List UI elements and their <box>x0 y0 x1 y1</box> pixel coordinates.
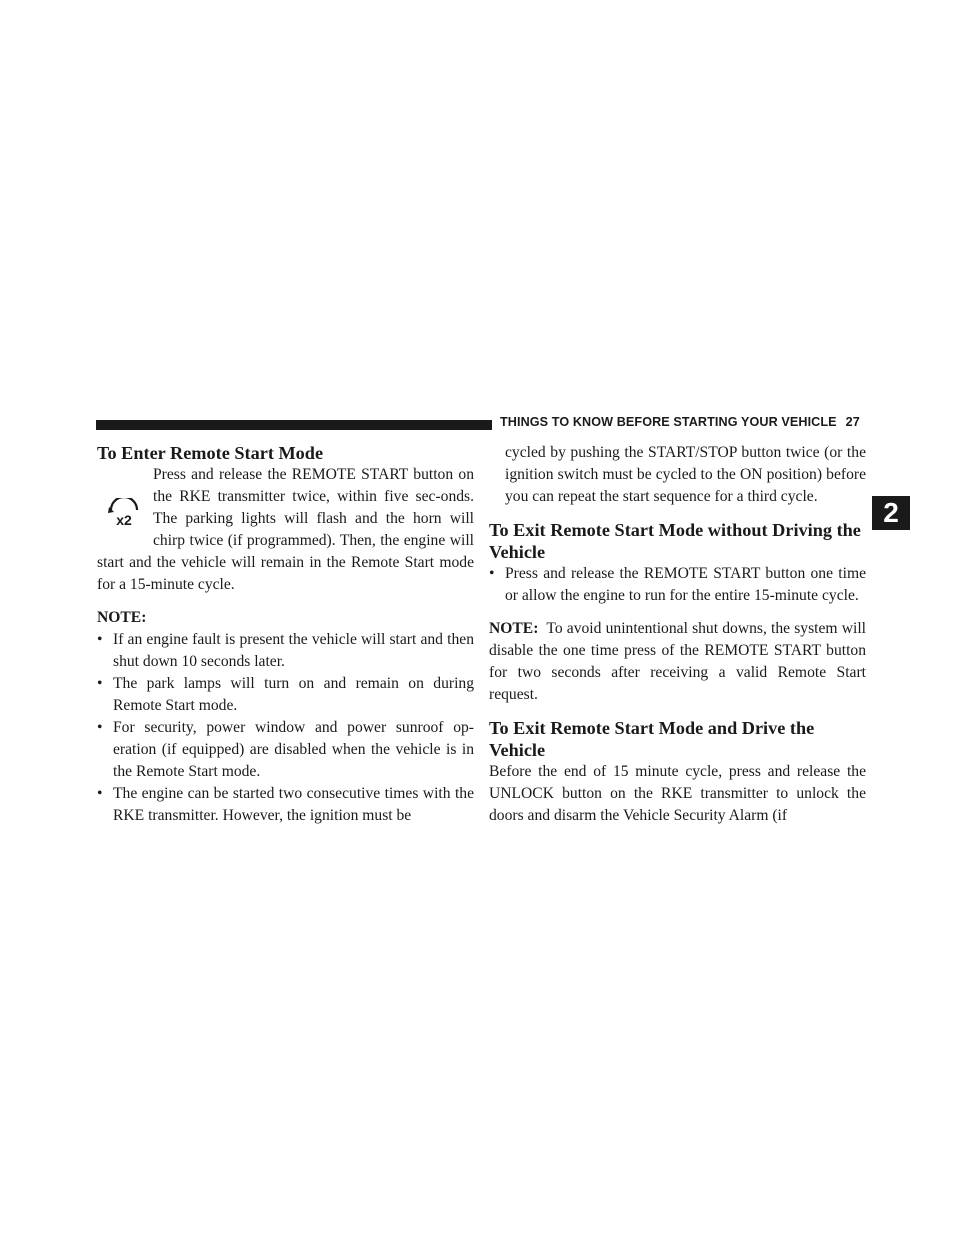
note-text: To avoid unintentional shut downs, the system will disable the one time press of the REMOTE START button for two seconds after receiving a valid Remote Start request. <box>489 620 866 703</box>
intro-paragraph-block <box>97 464 474 596</box>
bullet-dot: • <box>97 719 103 736</box>
section-title: THINGS TO KNOW BEFORE STARTING YOUR VEHICLE <box>500 415 837 429</box>
header-rule <box>96 420 492 430</box>
section-heading-exit-and-drive: To Exit Remote Start Mode and Drive the Vehicle <box>489 718 815 760</box>
note-bullet-3: • For security, power window and power sunroof op-eration (if equipped) are disabled when the vehicle is in the Remote Start mode. <box>97 719 474 780</box>
note-bullet-1: • If an engine fault is present the vehicle will start and then shut down 10 seconds later. <box>97 631 474 670</box>
note-bullet-4: • The engine can be started two consecutive times with the RKE transmitter. However, the ignition must be <box>97 785 474 824</box>
section-heading-exit-without-driving: To Exit Remote Start Mode without Driving the Vehicle <box>489 520 861 562</box>
section-heading-enter-remote-start: To Enter Remote Start Mode <box>97 443 324 463</box>
bullet-dot: • <box>489 565 495 582</box>
left-column <box>97 442 474 827</box>
remote-start-press-twice-icon <box>97 464 153 552</box>
x2-symbol <box>107 498 141 528</box>
note-paragraph <box>489 618 866 706</box>
continuation-paragraph: cycled by pushing the START/STOP button twice (or the ignition switch must be cycled to the ON position) before you can repeat the start sequence for a third cycle. <box>505 444 866 505</box>
note-bullet-2: • The park lamps will turn on and remain on during Remote Start mode. <box>97 675 474 714</box>
chapter-tab: 2 <box>872 496 910 530</box>
bullet-dot: • <box>97 675 103 692</box>
note-label: NOTE: <box>489 620 539 637</box>
x2-label: x2 <box>116 512 132 528</box>
exit-bullet: • Press and release the REMOTE START button one time or allow the engine to run for the entire 15-minute cycle. <box>489 565 866 604</box>
right-column <box>489 442 866 827</box>
drive-paragraph: Before the end of 15 minute cycle, press and release the UNLOCK button on the RKE transmitter to unlock the doors and disarm the Vehicle Security Alarm (if <box>489 763 866 824</box>
running-header <box>500 415 870 435</box>
bullet-dot: • <box>97 631 103 648</box>
note-heading: NOTE: <box>97 609 147 626</box>
bullet-dot: • <box>97 785 103 802</box>
page-number: 27 <box>845 415 860 429</box>
intro-paragraph: Press and release the REMOTE START button on the RKE transmitter twice, within five sec-onds. The parking lights will flash and the horn will chirp twice (if programmed). Then, the engine will start and the vehicle will remain in the Remote Start mode for a 15-minute cycle. <box>97 466 474 593</box>
